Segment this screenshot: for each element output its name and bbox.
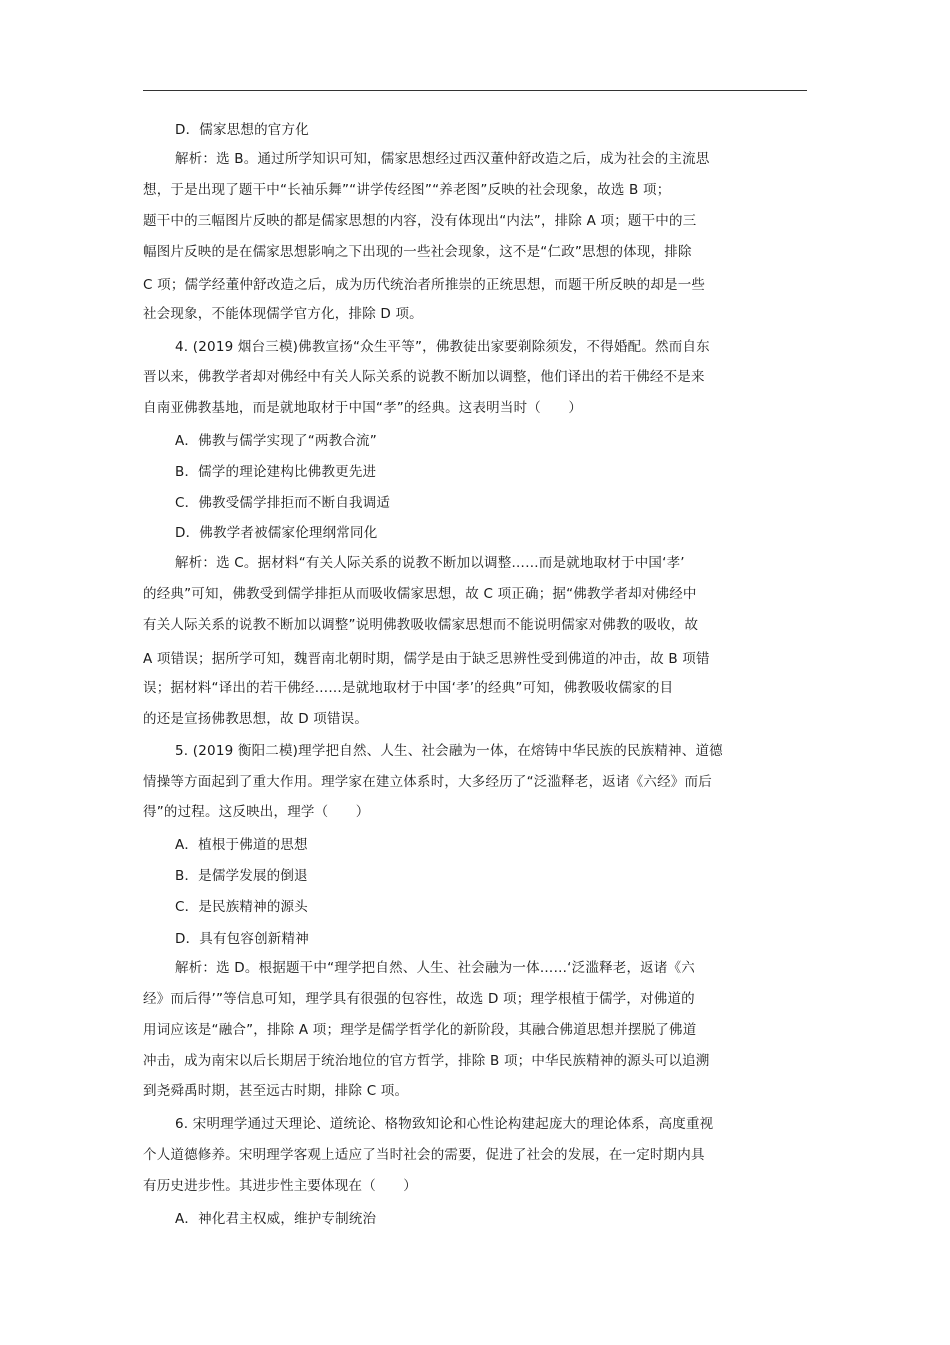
text-line: 误；据材料“译出的若干佛经……是就地取材于中国‘孝’的经典”可知，佛教吸收儒家的目 [143, 680, 674, 696]
text-line: 得”的过程。这反映出，理学（ ） [143, 804, 370, 820]
text-line: 有历史进步性。其进步性主要体现在（ ） [143, 1178, 417, 1194]
text-line: 情操等方面起到了重大作用。理学家在建立体系时，大多经历了“泛滥释老，返诸《六经》而后 [143, 774, 712, 790]
text-line: A．植根于佛道的思想 [175, 837, 308, 853]
text-line: 题干中的三幅图片反映的都是儒家思想的内容，没有体现出“内法”，排除 A 项；题干中的三 [143, 213, 697, 229]
text-line: 自南亚佛教基地，而是就地取材于中国“孝”的经典。这表明当时（ ） [143, 400, 583, 416]
text-line: 到尧舜禹时期，甚至远古时期，排除 C 项。 [143, 1083, 409, 1099]
text-line: 解析：选 C。据材料“有关人际关系的说教不断加以调整……而是就地取材于中国‘孝’ [175, 555, 685, 571]
text-line: 想，于是出现了题干中“长袖乐舞”“讲学传经图”“养老图”反映的社会现象，故选 B 项； [143, 182, 671, 198]
text-line: 社会现象，不能体现儒学官方化，排除 D 项。 [143, 306, 423, 322]
text-line: A．神化君主权威，维护专制统治 [175, 1211, 377, 1227]
text-line: B．儒学的理论建构比佛教更先进 [175, 464, 377, 480]
text-line: 4. (2019 烟台三模)佛教宣扬“众生平等”，佛教徒出家要剃除须发，不得婚配。然而自东 [175, 339, 710, 355]
text-line: D．佛教学者被儒家伦理纲常同化 [175, 525, 378, 541]
text-line: 晋以来，佛教学者却对佛经中有关人际关系的说教不断加以调整，他们译出的若干佛经不是来 [143, 369, 705, 385]
text-line: 的还是宣扬佛教思想，故 D 项错误。 [143, 711, 369, 727]
text-line: B．是儒学发展的倒退 [175, 868, 308, 884]
text-line: 解析：选 D。根据题干中“理学把自然、人生、社会融为一体……‘泛滥释老，返诸《六 [175, 960, 695, 976]
text-line: 经》而后得’”等信息可知，理学具有很强的包容性，故选 D 项；理学根植于儒学，对佛道的 [143, 991, 695, 1007]
text-line: 冲击，成为南宋以后长期居于统治地位的官方哲学，排除 B 项；中华民族精神的源头可以追溯 [143, 1053, 710, 1069]
text-line: C 项；儒学经董仲舒改造之后，成为历代统治者所推崇的正统思想，而题干所反映的却是一些 [143, 277, 706, 293]
text-line: 个人道德修养。宋明理学客观上适应了当时社会的需要，促进了社会的发展，在一定时期内具 [143, 1147, 705, 1163]
text-line: 用词应该是“融合”，排除 A 项；理学是儒学哲学化的新阶段，其融合佛道思想并摆脱了佛道 [143, 1022, 697, 1038]
text-line: D．儒家思想的官方化 [175, 122, 309, 138]
text-line: A．佛教与儒学实现了“两教合流” [175, 433, 377, 449]
text-line: D．具有包容创新精神 [175, 931, 309, 947]
text-line: 幅图片反映的是在儒家思想影响之下出现的一些社会现象，这不是“仁政”思想的体现，排除 [143, 244, 692, 260]
text-line: 解析：选 B。通过所学知识可知，儒家思想经过西汉董仲舒改造之后，成为社会的主流思 [175, 151, 710, 167]
header-rule [143, 90, 807, 91]
text-line: 6. 宋明理学通过天理论、道统论、格物致知论和心性论构建起庞大的理论体系，高度重视 [175, 1116, 714, 1132]
text-line: A 项错误；据所学可知，魏晋南北朝时期，儒学是由于缺乏思辨性受到佛道的冲击，故 B 项错 [143, 651, 710, 667]
text-line: 有关人际关系的说教不断加以调整”说明佛教吸收儒家思想而不能说明儒家对佛教的吸收，故 [143, 617, 699, 633]
text-line: C．佛教受儒学排拒而不断自我调适 [175, 495, 391, 511]
text-line: 5. (2019 衡阳二模)理学把自然、人生、社会融为一体，在熔铸中华民族的民族精神、道德 [175, 743, 723, 759]
text-line: C．是民族精神的源头 [175, 899, 308, 915]
text-line: 的经典”可知，佛教受到儒学排拒从而吸收儒家思想，故 C 项正确；据“佛教学者却对佛经中 [143, 586, 697, 602]
